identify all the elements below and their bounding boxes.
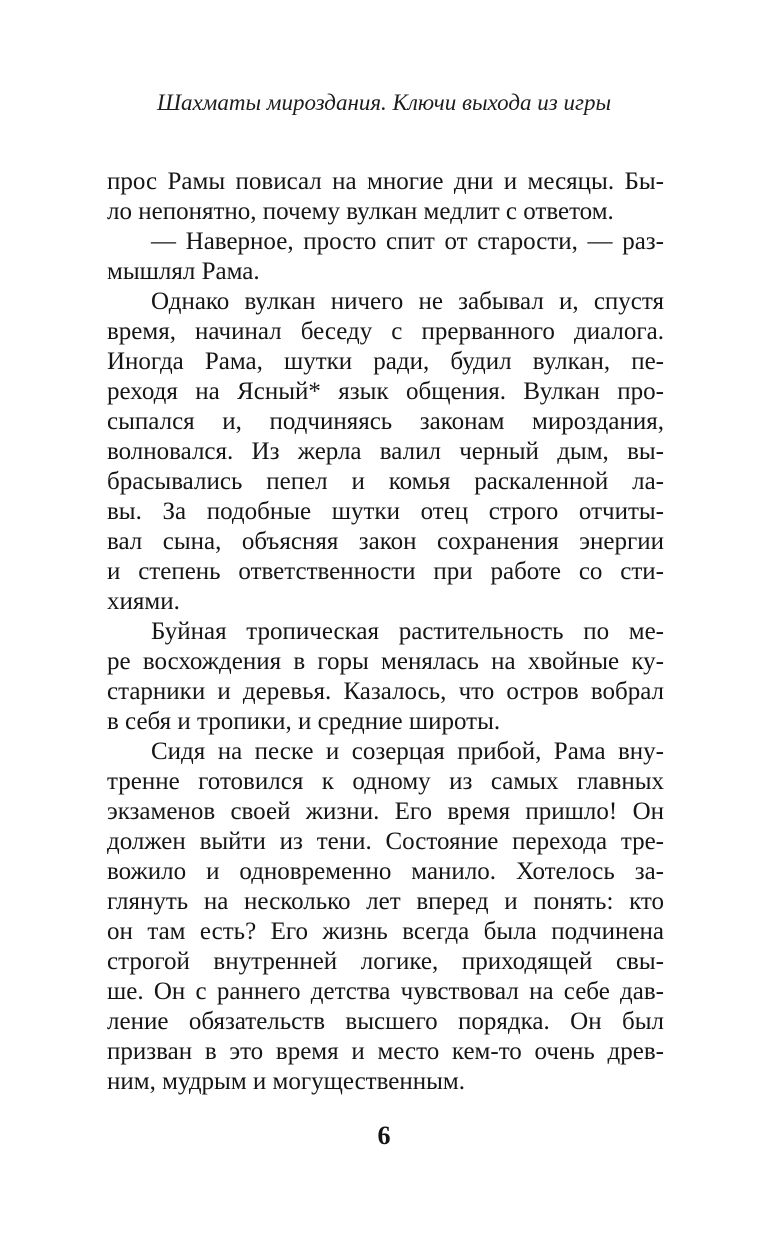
- text-line: брасывались пепел и комья раскаленной ла-: [107, 468, 664, 495]
- text-line: Буйная тропическая растительность по ме-: [151, 618, 664, 645]
- text-line: мышлял Рама.: [107, 258, 260, 285]
- text-line: вал сына, объясняя закон сохранения энергии: [107, 528, 664, 555]
- text-line: глянуть на несколько лет вперед и понять: кто: [107, 888, 664, 915]
- text-line: ре восхождения в горы менялась на хвойные ку-: [107, 648, 664, 675]
- page-number: 6: [377, 1121, 391, 1150]
- text-line: экзаменов своей жизни. Его время пришло! Он: [107, 798, 664, 825]
- text-line: ше. Он с раннего детства чувствовал на себе дав-: [107, 978, 664, 1005]
- text-line: реходя на Ясный* язык общения. Вулкан про-: [107, 378, 664, 405]
- text-line: волновался. Из жерла валил черный дым, вы-: [107, 438, 664, 465]
- body-text: [107, 167, 664, 1097]
- text-line: — Наверное, просто спит от старости, — раз-: [151, 228, 664, 255]
- text-line: призван в это время и место кем-то очень древ-: [107, 1038, 664, 1065]
- running-title: Шахматы мироздания. Ключи выхода из игры: [156, 90, 612, 115]
- text-line: старники и деревья. Казалось, что остров вобрал: [107, 678, 664, 705]
- text-line: Однако вулкан ничего не забывал и, спустя: [151, 288, 664, 315]
- text-line: ним, мудрым и могущественным.: [107, 1068, 465, 1095]
- text-line: он там есть? Его жизнь всегда была подчинена: [107, 918, 664, 945]
- text-line: тренне готовился к одному из самых главных: [107, 768, 664, 795]
- text-line: ло непонятно, почему вулкан медлит с ответом.: [107, 198, 614, 225]
- text-line: вы. За подобные шутки отец строго отчиты-: [107, 498, 664, 525]
- text-line: и степень ответственности при работе со сти-: [107, 558, 664, 585]
- text-line: должен выйти из тени. Состояние перехода тре-: [107, 828, 664, 855]
- text-line: в себя и тропики, и средние широты.: [107, 708, 501, 735]
- text-line: Иногда Рама, шутки ради, будил вулкан, пе-: [107, 348, 664, 375]
- text-line: сыпался и, подчиняясь законам мироздания,: [107, 408, 664, 435]
- text-line: ление обязательств высшего порядка. Он был: [107, 1008, 664, 1035]
- text-line: строгой внутренней логике, приходящей свы-: [107, 948, 664, 975]
- text-line: время, начинал беседу с прерванного диалога.: [107, 318, 664, 345]
- text-line: прос Рамы повисал на многие дни и месяцы. Бы-: [107, 168, 664, 195]
- text-line: хиями.: [107, 588, 180, 615]
- text-line: Сидя на песке и созерцая прибой, Рама вну-: [151, 738, 664, 765]
- text-line: вожило и одновременно манило. Хотелось за-: [107, 858, 664, 885]
